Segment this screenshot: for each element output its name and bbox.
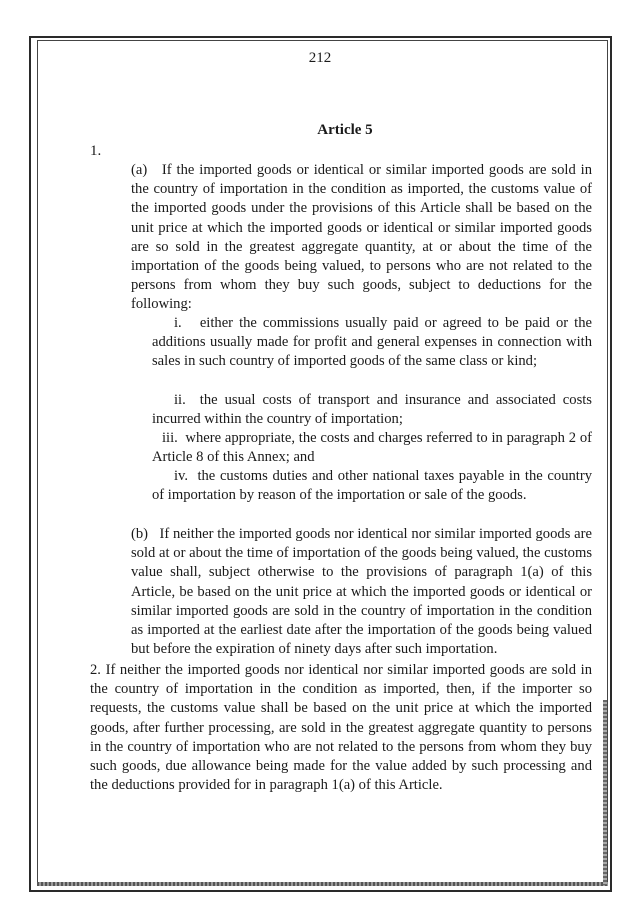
- item-iii-label: iii.: [162, 430, 178, 446]
- paragraph-b-label: (b): [131, 526, 149, 542]
- item-iii-text: where appropriate, the costs and charges referred to in paragraph 2 of Article 8 of this Annex; and: [152, 430, 593, 466]
- paragraph-a: [131, 161, 592, 315]
- item-ii-label: ii.: [174, 392, 186, 408]
- item-iii: [152, 429, 592, 467]
- bottom-decorative-rule: [37, 882, 608, 886]
- clause-1-number: 1.: [90, 143, 102, 159]
- paragraph-a-label: (a): [131, 162, 148, 178]
- item-ii-text: the usual costs of transport and insurance and associated costs incurred within the country of importation;: [152, 392, 592, 428]
- item-ii: [152, 391, 592, 429]
- item-i: [152, 314, 592, 372]
- paragraph-a-text: If the imported goods or identical or similar imported goods are sold in the country of importation in the condition as imported, the customs value of the imported goods under the provisions of this Article shall be based on the unit price at which the imported goods or identical or similar imported goods are so sold in the greatest aggregate quantity, at or about the time of the importation of the goods being valued, to persons who are not related to the persons from whom they buy such goods, subject to deductions for the following:: [131, 162, 592, 313]
- item-iv-text: the customs duties and other national taxes payable in the country of importation by reason of the importation or sale of the goods.: [152, 468, 592, 504]
- right-decorative-rule: [603, 700, 607, 885]
- paragraph-b: [131, 525, 592, 659]
- article-title: Article 5: [317, 122, 373, 138]
- clause-2: [90, 661, 592, 795]
- item-i-label: i.: [174, 315, 182, 331]
- page-number: 212: [308, 50, 332, 66]
- paragraph-b-text: If neither the imported goods nor identical nor similar imported goods are sold at or about the time of importation of the goods being valued, the customs value shall, subject otherwise to the provisions of paragraph 1(a) of this Article, be based on the unit price at which the imported goods or identical or similar imported goods are sold in the country of importation in the condition as imported at the earliest date after the importation of the goods being valued but before the expiration of ninety days after such importation.: [131, 526, 592, 658]
- item-i-text: either the commissions usually paid or agreed to be paid or the additions usually made for profit and general expenses in connection with sales in such country of imported goods of the same class or kind;: [152, 315, 592, 370]
- item-iv: [152, 467, 592, 505]
- clause-2-label: 2.: [90, 662, 101, 678]
- clause-2-text: If neither the imported goods nor identical nor similar imported goods are sold in the country of importation in the condition as imported, then, if the importer so requests, the customs value shall be based on the unit price at which the imported goods, after further processing, are sold in the greatest aggregate quantity to persons in the country of importation who are not related to the persons from whom they buy such goods, due allowance being made for the value added by such processing and the deductions provided for in paragraph 1(a) of this Article.: [90, 662, 592, 794]
- item-iv-label: iv.: [174, 468, 189, 484]
